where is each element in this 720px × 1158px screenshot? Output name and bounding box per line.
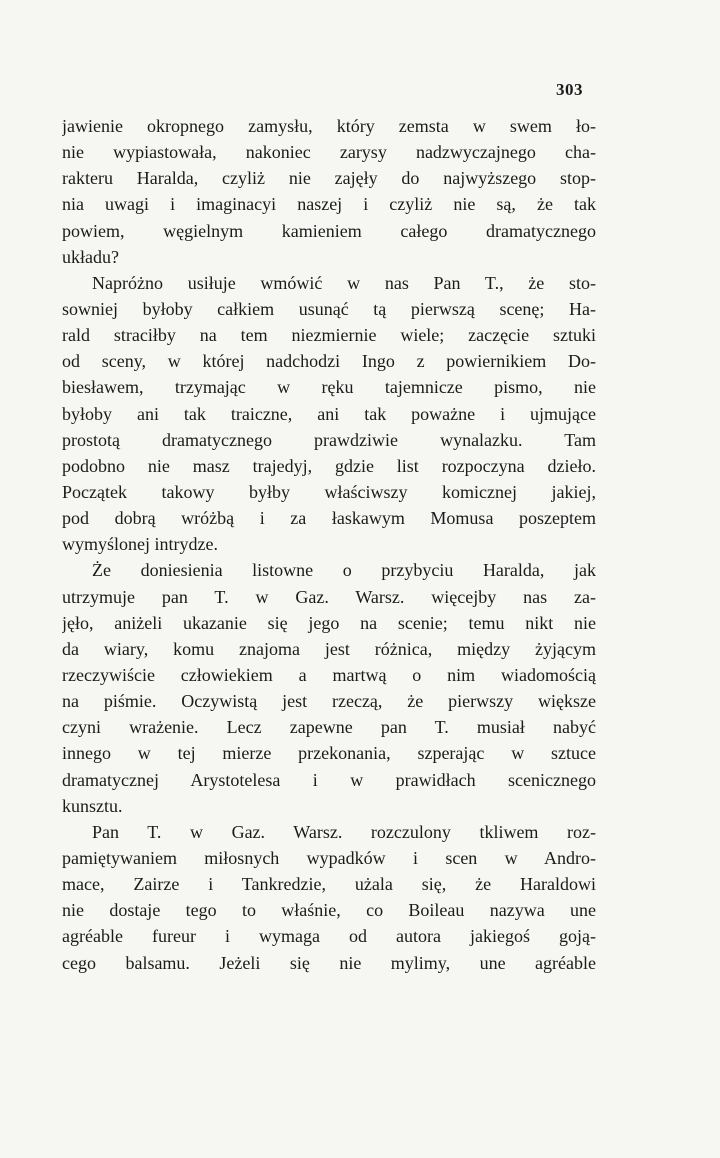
text-line: Początek takowy byłby właściwszy komicznej jakiej, xyxy=(62,481,596,502)
text-line: nie dostaje tego to właśnie, co Boileau nazywa une xyxy=(62,900,596,921)
text-line: biesławem, trzymając w ręku tajemnicze pismo, nie xyxy=(62,377,596,398)
text-line: innego w tej mierze przekonania, szperając w sztuce xyxy=(62,743,596,764)
text-line: od sceny, w której nadchodzi Ingo z powiernikiem Do- xyxy=(62,351,596,372)
text-line: jęło, aniżeli ukazanie się jego na scenie; temu nikt nie xyxy=(62,612,596,633)
body-text xyxy=(62,113,596,976)
text-line: Pan T. w Gaz. Warsz. rozczulony tkliwem roz- xyxy=(92,821,596,842)
text-line: rzeczywiście człowiekiem a martwą o nim wiadomością xyxy=(62,664,596,685)
text-line: nie wypiastowała, nakoniec zarysy nadzwyczajnego cha- xyxy=(62,142,596,163)
text-line: podobno nie masz trajedyj, gdzie list rozpoczyna dzieło. xyxy=(62,455,596,476)
text-line: pod dobrą wróżbą i za łaskawym Momusa poszeptem xyxy=(62,508,596,529)
text-line: dramatycznej Arystotelesa i w prawidłach scenicznego xyxy=(62,769,596,790)
text-line: wymyślonej intrydze. xyxy=(62,534,218,555)
text-line: agréable fureur i wymaga od autora jakiegoś goją- xyxy=(62,926,596,947)
text-line: pamiętywaniem miłosnych wypadków i scen w Andro- xyxy=(62,847,596,868)
text-line: byłoby ani tak traiczne, ani tak poważne i ujmujące xyxy=(62,403,596,424)
text-line: nia uwagi i imaginacyi naszej i czyliż nie są, że tak xyxy=(62,194,596,215)
text-line: układu? xyxy=(62,246,119,267)
text-line: czyni wrażenie. Lecz zapewne pan T. musiał nabyć xyxy=(62,717,596,738)
text-line: rald straciłby na tem niezmiernie wiele; zaczęcie sztuki xyxy=(62,325,596,346)
text-line: kunsztu. xyxy=(62,795,123,816)
text-line: utrzymuje pan T. w Gaz. Warsz. więcejby nas za- xyxy=(62,586,596,607)
text-line: Że doniesienia listowne o przybyciu Haralda, jak xyxy=(92,560,596,581)
text-line: prostotą dramatycznego prawdziwie wynalazku. Tam xyxy=(62,429,596,450)
text-line: mace, Zairze i Tankredzie, użala się, że Haraldowi xyxy=(62,874,596,895)
page-number: 303 xyxy=(556,80,583,99)
text-line: na piśmie. Oczywistą jest rzeczą, że pierwszy większe xyxy=(62,691,596,712)
text-line: cego balsamu. Jeżeli się nie mylimy, une agréable xyxy=(62,952,596,973)
text-line: rakteru Haralda, czyliż nie zajęły do najwyższego stop- xyxy=(62,168,596,189)
text-line: Napróżno usiłuje wmówić w nas Pan T., że sto- xyxy=(92,272,596,293)
text-line: da wiary, komu znajoma jest różnica, między żyjącym xyxy=(62,638,596,659)
text-line: powiem, węgielnym kamieniem całego dramatycznego xyxy=(62,220,596,241)
text-line: sowniej byłoby całkiem usunąć tą pierwszą scenę; Ha- xyxy=(62,298,596,319)
text-line: jawienie okropnego zamysłu, który zemsta w swem ło- xyxy=(62,116,596,136)
